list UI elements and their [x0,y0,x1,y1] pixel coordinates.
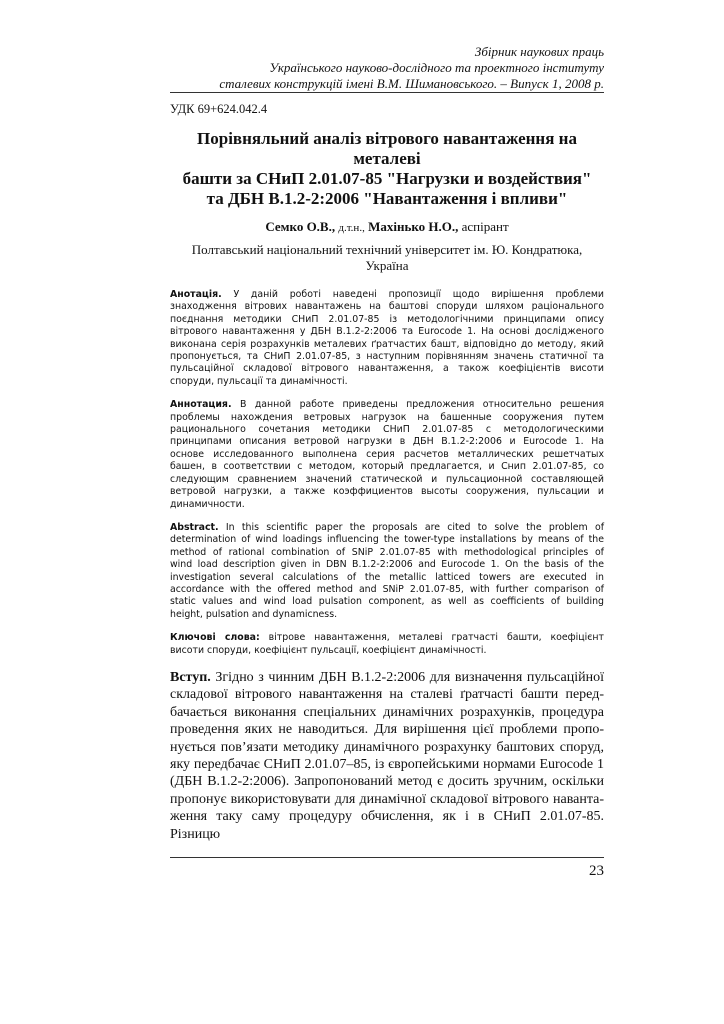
section-label: Аннотация. [170,399,232,411]
paragraph-line: споруди, пульсації та динамічності. [170,375,348,387]
section-label: Вступ. [170,669,211,685]
line-text: In this scientific paper the proposals are cited to solve the problem of [225,521,604,533]
abstract-en [170,522,604,621]
paragraph-line: висоти споруди, коефіцієнт пульсації, коефіцієнт динамічності. [170,644,487,656]
affiliation-line: Україна [365,257,409,273]
paragraph-line [170,632,604,644]
keywords [170,632,604,657]
annotation-ru [170,399,604,511]
paragraph-line: знаходження вітрових навантажень на баштові споруди шляхом раціонального [170,301,604,313]
page-number: 23 [589,863,604,880]
line-text: вітрове навантаження, металеві гратчасті башти, коефіцієнт [268,632,605,644]
paragraph-line: вітрового навантаження у ДБН В.1.2-2:2006 та Eurocode 1. На основі дослідженого [170,326,604,338]
affiliation-line: Полтавський національний технічний університет ім. Ю. Кондратюка, [191,242,583,257]
paragraph-line: проведення яких не наводиться. Для вирішення цієї проблеми пропо- [170,722,604,738]
authors [170,219,604,236]
paragraph-line: height, pulsation and dynamicness. [170,608,338,620]
paragraph-line: accordance with the offered method and SNiP 2.01.07-85, with further comparison of [170,583,604,595]
header-rule [170,92,604,93]
paragraph-line: нується пов’язати методику динамічного розрахунку баштових споруд, [170,739,604,755]
title-line: та ДБН В.1.2-2:2006 "Навантаження і впливи" [206,189,568,208]
paragraph-line: проблемы нахождения ветровых нагрузок на башенные сооружения путем [170,411,604,423]
paragraph-line: determination of wind loadings influencing the tower-type installations by means of the [170,534,604,546]
paragraph-line: investigation several calculations of the metallic latticed towers are executed in [170,571,604,583]
paragraph-line: ження таку саму процедуру обчислення, як і в СНиП 2.01.07-85. Різницю [170,809,604,842]
paragraph-line: пропонується, та СНиП 2.01.07-85, з наступним порівнянням значень статичної та [170,351,604,363]
line-text: У даній роботі наведені пропозиції щодо вирішення проблеми [233,289,605,300]
header-line: Збірник наукових праць [474,44,604,59]
paragraph-line: принципами описания ветровой нагрузки в ДБН В.1.2-2:2006 и Eurocode 1. На [170,436,604,448]
paragraph-line: следующим сравнением значений статической и пульсационной составляющей [170,473,604,485]
section-label: Ключові слова: [170,632,260,644]
running-header [170,44,604,92]
paragraph-line: основе исследованного выполнена серия расчетов металлических решетчатых [170,448,604,460]
paragraph-line: ветровой нагрузки, а также коэффициентов высоты сооружения, пульсации и [170,486,604,498]
line-text: В данной работе приведены предложения относительно решения [239,399,604,411]
paragraph-line: виконана серія розрахунків металевих ґратчастих башт, відповідно до методу, який [170,338,604,350]
line-text: Згідно з чинним ДБН В.1.2-2:2006 для визначення пульсаційної [215,669,605,685]
affiliation [170,242,604,273]
header-line: Українського науково-дослідного та проектного інституту [269,60,604,75]
paper-title [170,129,604,209]
paragraph-line [170,669,604,686]
paragraph-line: поєднання методики СНиП 2.01.07-85 із методологічними принципами опису [170,313,604,325]
paragraph-line: method of rational combination of SNiP 2.01.07-85 with methodological principles of [170,546,604,558]
author-name: Махінько Н.О., [368,219,459,234]
paragraph-line: яку передбачає СНиП 2.01.07–85, із європейськими нормами Eurocode 1 [170,757,604,772]
paragraph-line: wind load description given in DBN B.1.2-2:2006 and Eurocode 1. On the basis of the [170,559,604,571]
author-name: Семко О.В., [265,219,336,234]
section-label: Abstract. [170,521,219,533]
udk-code: УДК 69+624.042.4 [170,102,268,116]
introduction [170,669,604,843]
paragraph-line: (ДБН В.1.2-2:2006). Запропонований метод є досить зручним, оскільки [170,774,604,790]
paragraph-line [170,289,604,301]
paragraph-line [170,522,604,534]
title-line: Порівняльний аналіз вітрового навантаження на металеві [197,129,577,168]
paragraph-line: static values and wind load pulsation component, as well as coefficients of building [170,596,604,608]
paragraph-line: пульсаційної складової вітрового навантаження, а також коефіцієнтів висоти [170,363,604,375]
paragraph-line: пропонує використовувати для динамічної складової вітрового наванта- [170,791,604,807]
paragraph-line: рационального сочетания методики СНиП 2.01.07-85 с методологическими [170,424,604,436]
author-degree: д.т.н., [338,222,365,234]
paragraph-line: динамичности. [170,498,245,510]
title-line: башти за СНиП 2.01.07-85 "Нагрузки и воздействия" [182,169,592,188]
footer-rule [170,857,604,858]
paragraph-line [170,399,604,411]
annotation-ua [170,289,604,388]
paragraph-line: бачається виконання спеціальних динамічних розрахунків, процедура [170,704,604,720]
paragraph-line: башен, в соответствии с методом, который предлагается, и Снип 2.01.07-85, со [170,461,604,473]
section-label: Анотація. [170,289,222,300]
author-degree: аспірант [461,219,509,234]
paragraph-line: складової вітрового навантаження на сталеві ґратчасті башти перед- [170,687,604,703]
header-line: сталевих конструкцій імені В.М. Шимановського. – Випуск 1, 2008 р. [219,76,604,91]
